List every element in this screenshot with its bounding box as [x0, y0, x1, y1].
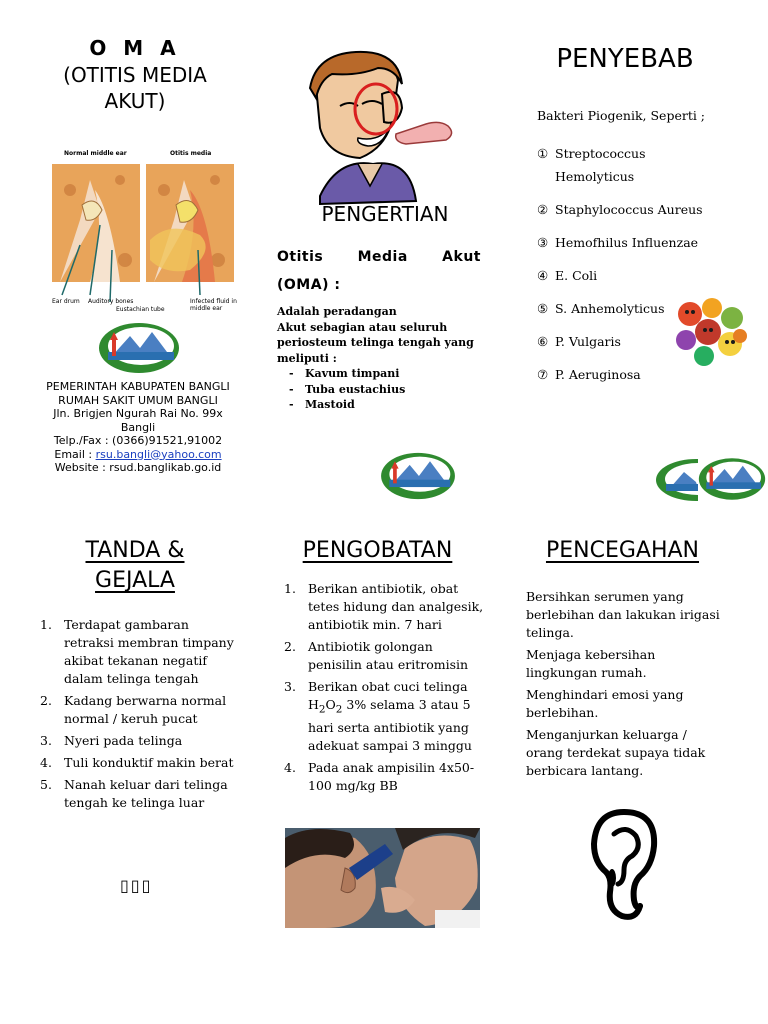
item-text: Pada anak ampisilin 4x50-100 mg/kg BB [308, 759, 475, 793]
penyebab-title: PENYEBAB [556, 44, 694, 74]
item-number: ④ [537, 268, 549, 283]
item-text: S. Anhemolyticus [555, 301, 665, 316]
text-part: 3% selama 3 atau 5 hari serta antibiotik yang adekuat sampai 3 minggu [308, 697, 472, 753]
definition-line: Akut sebagian atau seluruh periosteum telinga tengah yang meliputi : [277, 320, 474, 365]
item-number: 3. [40, 733, 52, 748]
brochure-subtitle [20, 62, 250, 114]
pengertian-title: PENGERTIAN [321, 202, 449, 226]
item-number: 1. [40, 617, 52, 632]
diagram-label-infected-fluid: Infected fluid in middle ear [190, 298, 237, 312]
cause-list [537, 142, 703, 396]
item-number: ③ [537, 235, 549, 250]
hospital-logo [698, 456, 766, 502]
heading-word: Akut [442, 249, 481, 265]
ear-exam-photo [285, 828, 480, 928]
symptoms-list [40, 616, 240, 816]
title-line: GEJALA [95, 568, 175, 593]
item-number: ② [537, 202, 549, 217]
list-item: Menghindari emosi yang berlebihan. [526, 687, 684, 720]
definition-line: Adalah peradangan [277, 305, 397, 318]
hospital-contact [28, 380, 248, 475]
heading-word: Otitis [277, 249, 324, 265]
text-part: Berikan obat cuci telinga H [308, 679, 468, 712]
ear-illustration [50, 150, 240, 315]
tanda-gejala-title [40, 536, 230, 596]
item-text: P. Aeruginosa [555, 367, 641, 382]
list-item [284, 678, 484, 755]
list-item [537, 363, 677, 386]
subtitle-line: (OTITIS MEDIA [63, 63, 207, 87]
list-item [40, 776, 240, 812]
list-item: Bersihkan serumen yang berlebihan dan lakukan irigasi telinga. [526, 589, 720, 640]
item-text: Nyeri pada telinga [64, 733, 183, 748]
middle-ear-diagram [50, 150, 240, 315]
hospital-logo [379, 452, 457, 500]
item-number: 4. [40, 755, 52, 770]
title-line: TANDA & [85, 538, 185, 563]
definition-heading [277, 243, 481, 299]
list-item [40, 616, 240, 688]
list-item [537, 330, 677, 353]
list-item [284, 759, 484, 795]
definition-heading-row [277, 243, 481, 271]
earache-cartoon [298, 46, 463, 206]
item-number: 4. [284, 759, 296, 775]
list-item [40, 732, 240, 750]
definition-heading-abbr: (OMA) : [277, 277, 341, 293]
item-number: 2. [284, 639, 296, 654]
item-text: Staphylococcus Aureus [555, 202, 703, 217]
subscript: 2 [335, 703, 343, 716]
text-part: O [325, 697, 336, 712]
list-item [537, 297, 677, 320]
item-text: Terdapat gambaran retraksi membran timpany akibat tekanan negatif dalam telinga tengah [64, 617, 234, 686]
list-item [40, 754, 240, 772]
list-item [40, 692, 240, 728]
treatment-list [284, 580, 484, 799]
government-name: PEMERINTAH KABUPATEN BANGLI [46, 380, 230, 393]
bacteria-illustration [668, 292, 752, 370]
item-number: 1. [284, 581, 296, 596]
item-text [308, 678, 484, 755]
item-text: Kadang berwarna normal normal / keruh pucat [64, 693, 227, 726]
pencegahan-title: PENCEGAHAN [545, 538, 700, 563]
hospital-phone: Telp./Fax : (0366)91521,91002 [53, 434, 223, 447]
item-number: ① [537, 146, 549, 161]
subtitle-line: AKUT) [104, 89, 166, 113]
prevention-list [526, 588, 726, 784]
list-item: - Mastoid [305, 397, 482, 413]
hospital-logo [98, 322, 180, 374]
item-text: Nanah keluar dari telinga tengah ke telinga luar [64, 777, 228, 810]
list-item: - Tuba eustachius [305, 382, 482, 398]
diagram-label-eustachian-tube: Eustachian tube [116, 306, 165, 313]
item-text: Antibiotik golongan penisilin atau eritromisin [308, 639, 469, 672]
list-item [537, 264, 677, 287]
item-text: Hemofhilus Influenzae [555, 235, 699, 250]
list-item [537, 198, 703, 221]
email-link[interactable]: rsu.bangli@yahoo.com [95, 447, 222, 461]
item-text: E. Coli [555, 268, 598, 283]
list-item: Menjaga kebersihan lingkungan rumah. [526, 647, 656, 680]
item-number: 3. [284, 679, 296, 694]
ear-parts-list [277, 366, 482, 413]
list-item [537, 142, 677, 188]
brochure-title: O M A [89, 36, 181, 60]
heading-word: Media [357, 249, 408, 265]
item-text: Berikan antibiotik, obat tetes hidung dan analgesik, antibiotik min. 7 hari [308, 581, 484, 632]
diagram-label-ear-drum: Ear drum [52, 298, 80, 305]
placeholder-glyphs: ▯▯▯ [120, 876, 153, 895]
email-label: Email : [54, 447, 96, 461]
hospital-name: RUMAH SAKIT UMUM BANGLI [58, 393, 218, 407]
diagram-label-otitis: Otitis media [170, 150, 212, 157]
item-text: Streptococcus Hemolyticus [555, 146, 646, 184]
list-item: Menganjurkan keluarga / orang terdekat supaya tidak berbicara lantang. [526, 727, 706, 778]
item-number: 5. [40, 777, 52, 792]
hospital-city: Bangli [120, 420, 156, 434]
hospital-email-row [28, 448, 248, 462]
list-item [284, 580, 484, 634]
item-text: Tuli konduktif makin berat [64, 755, 234, 770]
cause-intro: Bakteri Piogenik, Seperti ; [537, 108, 706, 123]
definition-body [277, 304, 482, 413]
hospital-website: Website : rsud.banglikab.go.id [54, 461, 222, 474]
diagram-label-auditory-bones: Auditory bones [88, 298, 134, 305]
item-number: ⑦ [537, 367, 549, 382]
item-number: ⑤ [537, 301, 549, 316]
ear-icon [588, 806, 660, 924]
item-number: ⑥ [537, 334, 549, 349]
item-text: P. Vulgaris [555, 334, 621, 349]
list-item [537, 231, 699, 254]
diagram-label-normal: Normal middle ear [64, 150, 127, 157]
list-item: - Kavum timpani [305, 366, 482, 382]
item-number: 2. [40, 693, 52, 708]
pengobatan-title: PENGOBATAN [302, 538, 453, 563]
subscript: 2 [318, 703, 326, 716]
list-item [284, 638, 484, 674]
hospital-address: Jln. Brigjen Ngurah Rai No. 99x [53, 407, 223, 420]
hospital-logo-partial [656, 458, 698, 502]
